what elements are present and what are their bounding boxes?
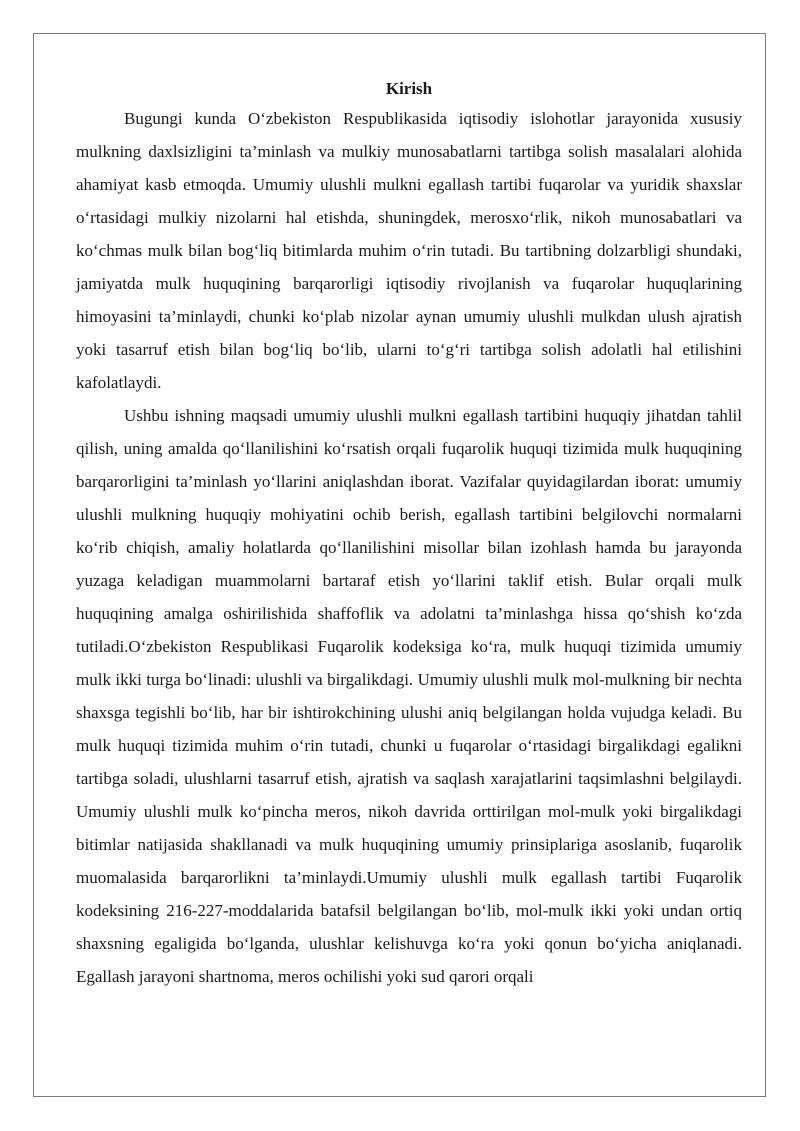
document-title: Kirish: [385, 79, 433, 98]
paragraph-goals: Ushbu ishning maqsadi umumiy ulushli mulkni egallash tartibini huquqiy jihatdan tahlil qilish, uning amalda qo‘llanilishini ko‘rsatish orqali fuqarolik huquqi tizimida mulk huquqining barqarorligini ta’minlash yo‘llarini aniqlashdan iborat. Vazifalar quyidagilardan iborat: umumiy ulushli mulkning huquqiy mohiyatini ochib berish, egallash tartibini belgilovchi normalarni ko‘rib chiqish, amaliy holatlarda qo‘llanilishini misollar bilan izohlash hamda bu jarayonda yuzaga keladigan muammolarni bartaraf etish yo‘llarini taklif etish. Bular orqali mulk huquqining amalga oshirilishida shaffoflik va adolatni ta’minlashga hissa qo‘shish ko‘zda tutiladi.O‘zbekiston Respublikasi Fuqarolik kodeksiga ko‘ra, mulk huquqi tizimida umumiy mulk ikki turga bo‘linadi: ulushli va birgalikdagi. Umumiy ulushli mulk mol-mulkning bir nechta shaxsga tegishli bo‘lib, har bir ishtirokchining ulushi aniq belgilangan holda vujudga keladi. Bu mulk huquqi tizimida muhim o‘rin tutadi, chunki u fuqarolar o‘rtasidagi birgalikdagi egalikni tartibga soladi, ulushlarni tasarruf etish, ajratish va saqlash xarajatlarini taqsimlashni belgilaydi. Umumiy ulushli mulk ko‘pincha meros, nikoh davrida orttirilgan mol-mulk yoki birgalikdagi bitimlar natijasida shakllanadi va mulk huquqining umumiy prinsiplariga asoslanib, fuqarolik muomalasida barqarorlikni ta’minlaydi.Umumiy ulushli mulk egallash tartibi Fuqarolik kodeksining 216-227-moddalarida batafsil belgilangan bo‘lib, mol-mulk ikki yoki undan ortiq shaxsning egaligida bo‘lganda, ulushlar kelishuvga ko‘ra yoki qonun bo‘yicha aniqlanadi. Egallash jarayoni shartnoma, meros ochilishi yoki sud qarori orqali: [76, 406, 742, 986]
paragraph-introduction: Bugungi kunda O‘zbekiston Respublikasida iqtisodiy islohotlar jarayonida xususiy mulkning daxlsizligini ta’minlash va mulkiy munosabatlarni tartibga solish masalalari alohida ahamiyat kasb etmoqda. Umumiy ulushli mulkni egallash tartibi fuqarolar va yuridik shaxslar o‘rtasidagi mulkiy nizolarni hal etishda, shuningdek, merosxo‘rlik, nikoh munosabatlari va ko‘chmas mulk bilan bog‘liq bitimlarda muhim o‘rin tutadi. Bu tartibning dolzarbligi shundaki, jamiyatda mulk huquqining barqarorligi iqtisodiy rivojlanish va fuqarolar huquqlarining himoyasini ta’minlaydi, chunki ko‘plab nizolar aynan umumiy ulushli mulkdan ulush ajratish yoki tasarruf etish bilan bog‘liq bo‘lib, ularni to‘g‘ri tartibga solish adolatli hal etilishini kafolatlaydi.: [76, 109, 742, 392]
document-body: [76, 74, 742, 993]
